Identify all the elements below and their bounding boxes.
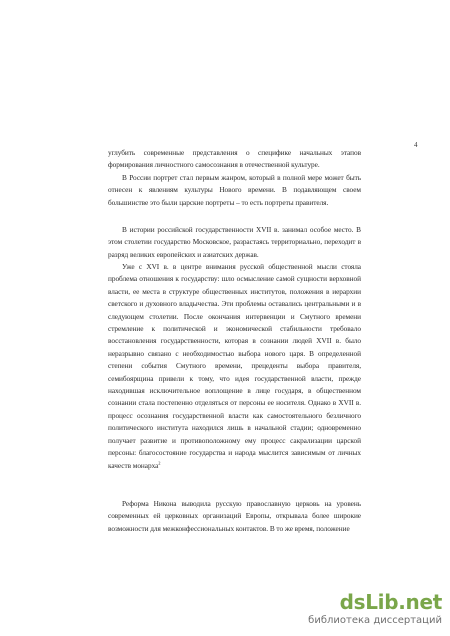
footnote-marker: 2 bbox=[158, 460, 161, 466]
watermark bbox=[302, 590, 450, 634]
paragraph-2: В России портрет стал первым жанром, который в полной мере может быть отнесен к явлениям культуры Нового времени. В подавляющем своем большинстве это были царские портреты – то есть портреты правителя. bbox=[108, 173, 361, 207]
paragraph-5: Реформа Никона выводила русскую православную церковь на уровень современных ей церковных организаций Европы, открывала более широкие возможности для межконфессиональных контактов. В то же время, положение bbox=[108, 499, 361, 533]
watermark-subtitle: библиотека диссертаций bbox=[308, 615, 442, 626]
paragraph-4 bbox=[108, 261, 361, 472]
page-number: 4 bbox=[414, 141, 418, 149]
watermark-logo: dsLib.net bbox=[339, 590, 442, 614]
paragraph-1: углубить современные представления о специфике начальных этапов формирования личностного самосознания в отечественной культуре. bbox=[108, 148, 361, 170]
paragraph-4-text: Уже с XVI в. в центре внимания русской общественной мысли стояла проблема отношения к государству: шло осмысление самой сущности верховной власти, ее места в структуре общественных институтов, положения в иерархии светского и духовного владычества. Эти проблемы оставались центральными и в следующем столетии. После окончания интервенции и Смутного времени стремление к политической и экономической стабильности требовало восстановления государственности, которая в сознании людей XVII в. было неразрывно связано с необходимостью выбора нового царя. В определенной степени события Смутного времени, прецеденты выбора правителя, семибоярщина привели к тому, что идея государственной власти, прежде находившая исключительное воплощение в лице государя, в общественном сознании стала постепенно отделяться от персоны ее носителя. Однако в XVII в. процесс осознания государственной власти как самостоятельного безличного политического института находился лишь в начальной стадии; одновременно получает развитие и противоположному ему процесс сакрализации царской персоны: благосостояние государства и народа мыслится зависимым от личных качеств монарха bbox=[108, 262, 361, 470]
paragraph-3: В истории российской государственности XVII в. занимал особое место. В этом столетии государство Московское, разрастаясь территориально, переходит в разряд великих европейских и азиатских держав. bbox=[108, 225, 361, 259]
